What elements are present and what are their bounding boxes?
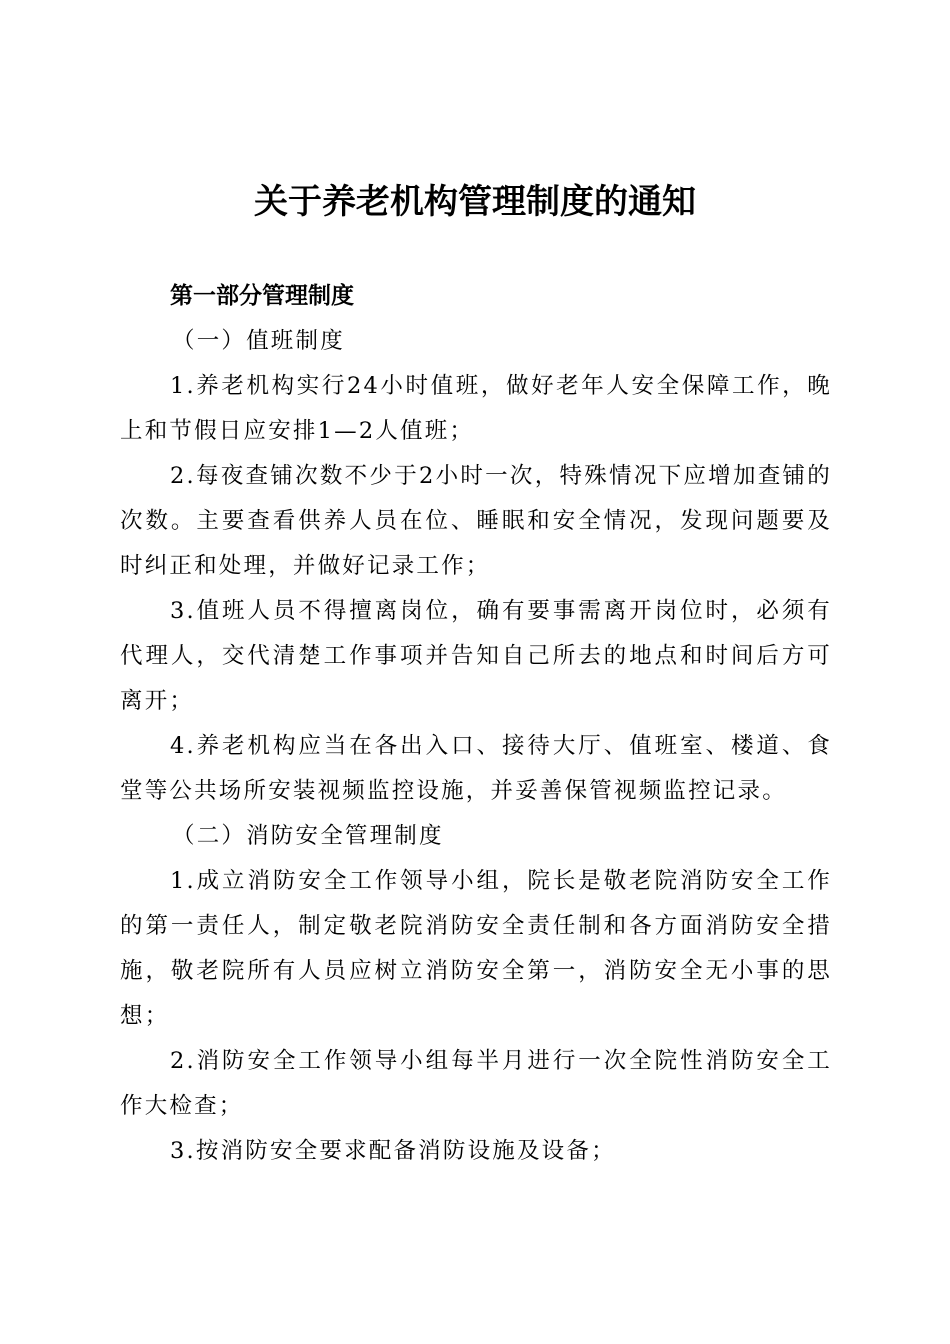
paragraph: 2.每夜查铺次数不少于2小时一次，特殊情况下应增加查铺的次数。主要查看供养人员在位、睡眠和安全情况，发现问题要及时纠正和处理，并做好记录工作； bbox=[120, 463, 832, 579]
document-body bbox=[120, 274, 832, 1174]
paragraph: 3.值班人员不得擅离岗位，确有要事需离开岗位时，必须有代理人，交代清楚工作事项并告知自己所去的地点和时间后方可离开； bbox=[120, 598, 832, 714]
paragraph: 1.成立消防安全工作领导小组，院长是敬老院消防安全工作的第一责任人，制定敬老院消防安全责任制和各方面消防安全措施，敬老院所有人员应树立消防安全第一，消防安全无小事的思想； bbox=[120, 868, 832, 1029]
paragraph: 2.消防安全工作领导小组每半月进行一次全院性消防安全工作大检查； bbox=[120, 1048, 832, 1119]
paragraph: 1.养老机构实行24小时值班，做好老年人安全保障工作，晚上和节假日应安排1—2人值班； bbox=[120, 373, 832, 444]
section-heading-duty: （一）值班制度 bbox=[172, 328, 345, 354]
paragraph: 3.按消防安全要求配备消防设施及设备； bbox=[170, 1138, 616, 1164]
section-heading-fire-safety: （二）消防安全管理制度 bbox=[172, 823, 444, 849]
part-heading: 第一部分管理制度 bbox=[170, 283, 354, 309]
document-title: 关于养老机构管理制度的通知 bbox=[254, 182, 696, 222]
paragraph: 4.养老机构应当在各出入口、接待大厅、值班室、楼道、食堂等公共场所安装视频监控设施，并妥善保管视频监控记录。 bbox=[120, 733, 832, 804]
